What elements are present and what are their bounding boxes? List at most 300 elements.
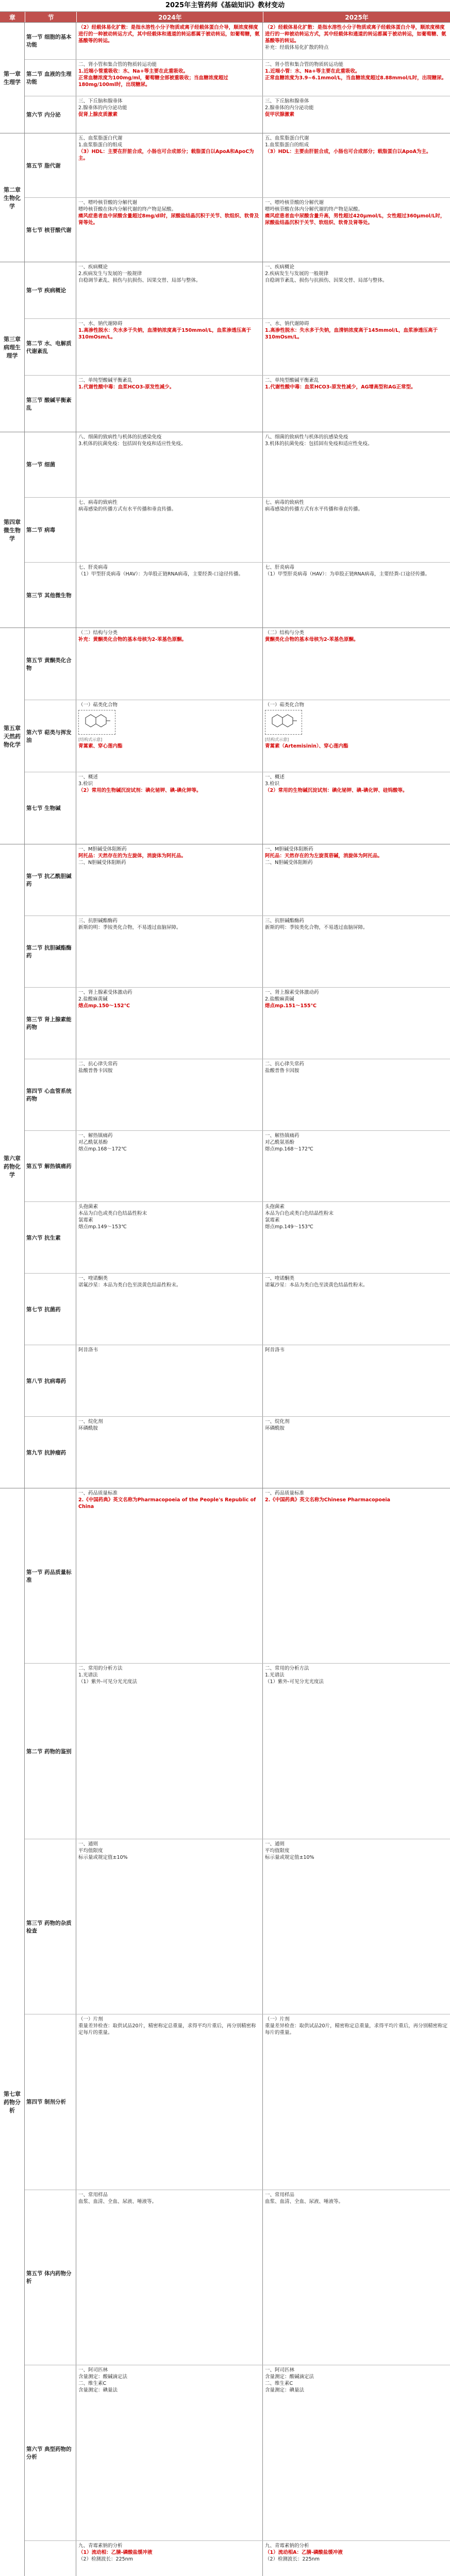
cell-line: 熔点mp.149～153℃	[265, 1224, 313, 1230]
cell-line: 九、青霉素钠的分析	[265, 2543, 309, 2549]
cell-2024	[76, 60, 263, 96]
cell-line: 七、肝炎病毒	[265, 565, 295, 571]
section-label: 第一节 细菌	[25, 432, 76, 497]
cell-line: 2.疾病发生与发展的一般规律	[78, 271, 142, 277]
section-row	[25, 1273, 450, 1345]
cell-line: 诺氟沙星：本品为类白色至淡黄色结晶性粉末。	[265, 1282, 368, 1289]
cell-line: 环磷酰胺	[265, 1426, 285, 1432]
section-label: 第四节 制剂分析	[25, 2014, 76, 2189]
chapter-row	[0, 628, 450, 844]
cell-2024	[76, 376, 263, 432]
cell-line: 二、维生素C	[78, 2381, 107, 2387]
cell-line: （3）HDL：主要在肝脏合成，小肠也可合成部分；载脂蛋白以ApoA和ApoC为主。	[78, 149, 254, 161]
section-row	[25, 2540, 450, 2576]
cell-line: 3.机体的抗菌免疫：包括固有免疫和适应性免疫。	[265, 441, 373, 447]
cell-line: 病毒感染的传播方式有水平传播和垂直传播。	[265, 506, 363, 512]
cell-line: 一、水、钠代谢障碍	[78, 321, 123, 327]
cell-line: （2）检测波长：225nm	[78, 2556, 133, 2562]
cell-line: 补充：经载体易化扩散的特点	[265, 45, 329, 50]
cell-line: 七、病毒的致病性	[265, 499, 305, 505]
cell-line: 2.腺垂体的内分泌功能	[265, 105, 314, 111]
cell-line: 二、肾小管和集合管的物质转运功能	[265, 61, 344, 67]
section-row	[25, 1488, 450, 1663]
cell-2025	[263, 1417, 450, 1488]
cell-line: 1.光谱法	[78, 1672, 98, 1679]
cell-line: 本品为白色或类白色结晶性粉末	[78, 1211, 147, 1217]
cell-line: 3.检识	[78, 781, 93, 787]
cell-line: 嘌呤核苷酸在体内分解代谢的终产物是尿酸。	[265, 207, 363, 212]
cell-line: 痛风症患者血中尿酸含量超过8mg/dl时，尿酸盐结晶沉积于关节、软组织、软骨及肾等处。	[78, 213, 259, 226]
cell-2025	[263, 1488, 450, 1663]
cell-line: 二、N胆碱受体阻断药	[265, 860, 313, 866]
chapter-sections	[25, 432, 450, 628]
cell-2024	[76, 628, 263, 700]
cell-line: （3）HDL：主要由肝脏合成，小肠也可合成部分；载脂蛋白以ApoA为主。	[265, 149, 431, 155]
cell-line: （2）常用的生物碱沉淀试剂：碘化铋钾、碘-碘化钾等。	[78, 788, 202, 793]
chapter-label: 第一章 生理学	[0, 23, 25, 133]
section-row	[25, 844, 450, 916]
cell-line: 血浆、血清、全血、尿液、唾液等。	[265, 2198, 344, 2205]
cell-line: 七、病毒的致病性	[78, 499, 118, 505]
section-row	[25, 772, 450, 844]
section-label: 第三节 酸碱平衡紊乱	[25, 376, 76, 432]
cell-line: 五、血浆脂蛋白代谢	[265, 135, 309, 141]
cell-2024	[76, 844, 263, 916]
cell-line: [结构式示意]	[78, 737, 103, 742]
chapter-label: 第三章 病理生理学	[0, 262, 25, 432]
cell-2025	[263, 2365, 450, 2540]
cell-line: （二）结构与分类	[78, 630, 118, 636]
cell-2024	[76, 1059, 263, 1130]
cell-2024	[76, 1839, 263, 2014]
table-body	[0, 22, 450, 2576]
chemical-structure-icon	[265, 710, 302, 735]
cell-2024	[76, 432, 263, 497]
cell-line: （1）甲型肝炎病毒（HAV）：为单股正链RNA病毒，主要经粪-口途径传播。	[265, 571, 430, 578]
cell-line: 平均值限度	[265, 1848, 290, 1854]
section-row	[25, 1663, 450, 1838]
cell-2024	[76, 1417, 263, 1488]
cell-line: 对乙酰氨基酚	[265, 1139, 295, 1145]
cell-line: 2.盐酸麻黄碱	[265, 996, 294, 1002]
cell-line: 阿昔洛韦	[265, 1347, 285, 1353]
section-row	[25, 375, 450, 432]
cell-2024	[76, 133, 263, 197]
cell-line: 一、嘌呤核苷酸的分解代谢	[265, 200, 324, 206]
cell-line: 含量测定：酸碱滴定法	[265, 2374, 314, 2380]
section-label: 第六节 内分泌	[25, 96, 76, 133]
cell-line: 二、抗心律失常药	[78, 1061, 118, 1067]
chapter-label: 第二章 生物化学	[0, 133, 25, 262]
section-label: 第二节 水、电解质代谢紊乱	[25, 319, 76, 375]
table-header	[0, 12, 450, 22]
cell-line: 青蒿素（Artemisinin）、穿心莲内酯	[265, 743, 348, 749]
cell-line: 熔点mp.150～152℃	[78, 1003, 130, 1009]
cell-line: 青蒿素、穿心莲内酯	[78, 743, 123, 749]
cell-2024	[76, 1274, 263, 1345]
cell-2025	[263, 133, 450, 197]
section-row	[25, 2014, 450, 2189]
section-label: 第一节 药品质量标准	[25, 1488, 76, 1663]
section-row	[25, 987, 450, 1059]
cell-line: 一、通则	[265, 1841, 285, 1847]
cell-line: 八、细菌的致病性与机体的抗感染免疫	[78, 434, 162, 440]
cell-line: 环磷酰胺	[78, 1426, 98, 1432]
chapter-row	[0, 1488, 450, 2576]
cell-2024	[76, 2365, 263, 2540]
chapter-label: 第七章 药物分析	[0, 1488, 25, 2576]
chapter-label: 第六章 药物化学	[0, 844, 25, 1488]
section-row	[25, 1201, 450, 1273]
section-label: 第三节 其他微生物	[25, 563, 76, 628]
cell-line: 一、解热镇痛药	[265, 1132, 299, 1139]
cell-line: （2）常用的生物碱沉淀试剂：碘化铋钾、碘-碘化钾、硅钨酸等。	[265, 788, 408, 793]
section-row	[25, 197, 450, 262]
cell-2025	[263, 376, 450, 432]
cell-line: 一、疾病概论	[265, 264, 295, 270]
cell-2024	[76, 198, 263, 262]
cell-line: 一、解热镇痛药	[78, 1132, 113, 1139]
section-row	[25, 432, 450, 497]
cell-line: 补充：黄酮类化合物的基本母核为2-苯基色原酮。	[78, 637, 187, 642]
cell-2024	[76, 1131, 263, 1202]
section-row	[25, 59, 450, 96]
cell-2025	[263, 498, 450, 563]
cell-line: （1）紫外-可见分光光度法	[265, 1679, 324, 1685]
cell-line: 新斯的明：季铵类化合物，不易透过血脑屏障。	[78, 924, 181, 930]
chapter-sections	[25, 133, 450, 262]
cell-line: 3.机体的抗菌免疫：包括固有免疫和适应性免疫。	[78, 441, 186, 447]
cell-line: 含量测定：碘量法	[78, 2387, 118, 2394]
cell-2024	[76, 2190, 263, 2365]
cell-2025	[263, 2014, 450, 2189]
cell-line: 一、喹诺酮类	[265, 1276, 295, 1282]
cell-line: 一、肾上腺素受体激动药	[78, 989, 132, 995]
cell-2025	[263, 1131, 450, 1202]
cell-line: 一、烷化剂	[78, 1419, 103, 1425]
section-label: 第二节 药物的鉴别	[25, 1664, 76, 1838]
cell-line: 二、单纯型酸碱平衡紊乱	[265, 378, 319, 383]
chemical-structure-icon	[78, 710, 115, 735]
header-chapter: 章	[0, 12, 25, 22]
section-label: 第七节 核苷酸代谢	[25, 198, 76, 262]
section-row	[25, 23, 450, 59]
cell-2024	[76, 2014, 263, 2189]
cell-line: 正常血糖浓度为100mg/ml，葡萄糖全部被重吸收；当血糖浓度超过180mg/100ml时，出现糖尿。	[78, 75, 228, 88]
cell-2024	[76, 1664, 263, 1838]
cell-2024	[76, 916, 263, 987]
section-row	[25, 497, 450, 563]
section-label: 第三节 肾上腺素能药物	[25, 988, 76, 1059]
cell-line: 嘌呤核苷酸在体内分解代谢的终产物是尿酸。	[78, 207, 177, 212]
cell-line: 1.近端小管重吸收：水、Na+等主要在此重吸收。	[78, 68, 189, 74]
cell-2025	[263, 1839, 450, 2014]
cell-line: （1）流动相A：乙腈-磷酸盐缓冲液	[265, 2549, 343, 2555]
cell-line: 正常血糖浓度为3.9~6.1mmol/L，当血糖浓度超过8.88mmol/L时，出现糖尿。	[265, 75, 447, 81]
cell-line: 1.代谢性酸中毒：血浆HCO3-原发性减少。	[78, 384, 175, 390]
chapter-sections	[25, 844, 450, 1488]
chapter-sections	[25, 262, 450, 432]
cell-line: 1.光谱法	[265, 1672, 285, 1679]
section-label: 第六节 典型药物的分析	[25, 2365, 76, 2540]
cell-2024	[76, 772, 263, 844]
cell-line: 盐酸普鲁卡因胺	[265, 1067, 299, 1074]
cell-line: 熔点mp.168～172℃	[265, 1146, 313, 1152]
section-row	[25, 1345, 450, 1416]
cell-line: 标示量或规定值±10%	[265, 1854, 314, 1860]
chapter-sections	[25, 1488, 450, 2576]
section-label	[25, 2541, 76, 2576]
cell-line: 1.代谢性酸中毒：血浆HCO3-原发性减少，AG增高型和AG正常型。	[265, 384, 416, 390]
cell-line: 八、细菌的致病性与机体的抗感染免疫	[265, 434, 348, 440]
cell-line: 一、药品质量标准	[78, 1490, 118, 1496]
cell-line: 氯霉素	[265, 1217, 280, 1224]
cell-line: 二、N胆碱受体阻断药	[78, 860, 126, 866]
cell-line: （2）经载体易化扩散：是指水溶性小分子物质或离子经载体蛋白介导，顺浓度梯度进行的一种被动转运方式，其中经载体和通道的转运都属于被动转运，如葡萄糖，氨基酸等的转运。	[78, 25, 260, 44]
section-label: 第五节 黄酮类化合物	[25, 628, 76, 700]
chapter-sections	[25, 23, 450, 133]
chapter-label: 第五章 天然药物化学	[0, 628, 25, 844]
cell-2025	[263, 262, 450, 318]
cell-2024	[76, 1202, 263, 1273]
section-row	[25, 1059, 450, 1130]
cell-2024	[76, 319, 263, 375]
cell-line: （2）检测波长：225nm	[265, 2556, 320, 2562]
cell-line: 九、青霉素钠的分析	[78, 2543, 123, 2549]
cell-2025	[263, 563, 450, 628]
cell-2024	[76, 262, 263, 318]
cell-2025	[263, 1664, 450, 1838]
cell-2025	[263, 772, 450, 844]
cell-2025	[263, 198, 450, 262]
cell-line: 熔点mp.151～155℃	[265, 1003, 316, 1009]
cell-2025	[263, 60, 450, 96]
section-label: 第二节 血液的生理功能	[25, 60, 76, 96]
cell-2025	[263, 2541, 450, 2576]
section-label: 第三节 药物的杂质检查	[25, 1839, 76, 2014]
cell-line: 一、喹诺酮类	[78, 1276, 108, 1282]
section-label: 第一节 疾病概论	[25, 262, 76, 318]
cell-line: 二、抗心律失常药	[265, 1061, 305, 1067]
cell-line: 2.疾病发生与发展的一般规律	[265, 271, 329, 277]
header-section: 节	[25, 12, 77, 22]
cell-line: 一、概述	[265, 774, 285, 780]
cell-line: 一、烷化剂	[265, 1419, 290, 1425]
cell-line: 2.腺垂体的内分泌功能	[78, 105, 127, 111]
cell-line: 五、血浆脂蛋白代谢	[78, 135, 123, 141]
section-row	[25, 96, 450, 133]
section-row	[25, 1416, 450, 1488]
cell-2025	[263, 844, 450, 916]
section-label: 第六节 萜类与挥发油	[25, 700, 76, 772]
cell-2025	[263, 2190, 450, 2365]
cell-line: 三、抗胆碱酯酶药	[78, 918, 118, 924]
cell-2024	[76, 498, 263, 563]
section-label: 第一节 细胞的基本功能	[25, 23, 76, 59]
cell-line: 重量差异检查：取供试品20片，精密称定总重量，求得平均片重后，再分别精密称定每片的重量。	[78, 2023, 256, 2036]
cell-line: 氯霉素	[78, 1217, 93, 1224]
cell-line: 促甲状腺激素	[265, 112, 295, 118]
section-row	[25, 916, 450, 987]
section-label: 第五节 脂代谢	[25, 133, 76, 197]
cell-line: 黄酮类化合物的基本母核为2-苯基色原酮。	[265, 637, 359, 642]
cell-line: 阿托品：天然存在的为左旋体，消旋体为阿托品。	[78, 853, 187, 859]
cell-2024	[76, 96, 263, 133]
cell-line: （1）紫外-可见分光光度法	[78, 1679, 137, 1685]
section-label: 第八节 抗病毒药	[25, 1345, 76, 1416]
cell-line: 熔点mp.168～172℃	[78, 1146, 127, 1152]
section-label: 第六节 抗生素	[25, 1202, 76, 1273]
cell-line: 二、常用的分析方法	[78, 1666, 123, 1672]
cell-line: 血浆、血清、全血、尿液、唾液等。	[78, 2198, 157, 2205]
cell-2024	[76, 2541, 263, 2576]
cell-line: 2.《中国药典》英文名称为Chinese Pharmacopoeia	[265, 1497, 391, 1503]
cell-line: 头孢菌素	[265, 1204, 285, 1210]
cell-2025	[263, 1345, 450, 1416]
cell-line: （一）萜类化合物	[78, 702, 118, 708]
cell-line: 1.血浆脂蛋白的组成	[78, 142, 123, 148]
section-row	[25, 1839, 450, 2014]
section-row	[25, 700, 450, 772]
section-row	[25, 628, 450, 700]
cell-line: 一、通则	[78, 1841, 98, 1847]
cell-line: 一、药品质量标准	[265, 1490, 305, 1496]
cell-line: 阿托品：天然存在的为左旋莨菪碱，消旋体为阿托品。	[265, 853, 383, 859]
cell-2025	[263, 319, 450, 375]
cell-2025	[263, 916, 450, 987]
cell-2025	[263, 700, 450, 772]
section-row	[25, 1130, 450, 1202]
cell-line: 二、维生素C	[265, 2381, 293, 2387]
header-2025: 2025年	[345, 13, 369, 21]
cell-line: 一、肾上腺素受体激动药	[265, 989, 319, 995]
cell-2024	[76, 23, 263, 59]
cell-line: 头孢菌素	[78, 1204, 98, 1210]
chapter-sections	[25, 628, 450, 844]
cell-line: 含量测定：酸碱滴定法	[78, 2374, 128, 2380]
section-row	[25, 262, 450, 318]
cell-2024	[76, 988, 263, 1059]
cell-2025	[263, 1274, 450, 1345]
cell-line: 二、肾小管和集合管的物质转运功能	[78, 61, 157, 67]
section-row	[25, 133, 450, 197]
cell-line: （2）经载体易化扩散：是指水溶性小分子物质或离子经载体蛋白介导，顺浓度梯度进行的一种被动转运方式，其中经载体和通道的转运都属于被动转运，如葡萄糖、氨基酸等的转运。	[265, 25, 446, 44]
section-label: 第二节 病毒	[25, 498, 76, 563]
section-label: 第九节 抗肿瘤药	[25, 1417, 76, 1488]
cell-line: 1.高渗性脱水：失水多于失钠，血清钠浓度高于145mmol/L，血浆渗透压高于310mOsm/L。	[265, 328, 438, 340]
section-label: 第五节 体内药物分析	[25, 2190, 76, 2365]
cell-line: 自稳调节紊乱、损伤与抗损伤、因果交替、局部与整体。	[78, 278, 201, 283]
chapter-row	[0, 432, 450, 628]
cell-line: 自稳调节紊乱、损伤与抗损伤、因果交替、局部与整体。	[265, 278, 388, 283]
cell-line: 1.近端小管：水、Na+等主要在此重吸收。	[265, 68, 360, 74]
cell-line: 病毒感染的传播方式有水平传播和垂直传播。	[78, 506, 177, 512]
cell-line: 熔点mp.149～153℃	[78, 1224, 127, 1230]
cell-line: 含量测定：碘量法	[265, 2387, 305, 2394]
cell-line: 新斯的明：季铵类化合物，不易透过血脑屏障。	[265, 924, 368, 930]
cell-line: （一）萜类化合物	[265, 702, 305, 708]
cell-line: 一、阿司匹林	[78, 2367, 108, 2374]
section-row	[25, 318, 450, 375]
header-2024: 2024年	[77, 12, 263, 22]
cell-line: （1）甲型肝炎病毒（HAV）：为单股正链RNA病毒，主要经粪-口途径传播。	[78, 571, 243, 578]
cell-line: 2.盐酸麻黄碱	[78, 996, 108, 1002]
chapter-row	[0, 22, 450, 133]
cell-line: 一、常用样品	[265, 2192, 295, 2198]
cell-line: 二、常用的分析方法	[265, 1666, 309, 1672]
cell-line: 盐酸普鲁卡因胺	[78, 1067, 113, 1074]
cell-line: 七、肝炎病毒	[78, 565, 108, 571]
section-label: 第七节 生物碱	[25, 772, 76, 844]
cell-line: [结构式示意]	[265, 737, 289, 742]
cell-line: 1.血浆脂蛋白的组成	[265, 142, 309, 148]
cell-2024	[76, 563, 263, 628]
cell-line: 一、M胆碱受体阻断药	[265, 846, 313, 852]
cell-line: 2.《中国药典》英文名称为Pharmacopoeia of the People's Republic of China	[78, 1497, 256, 1510]
cell-line: 二、单纯型酸碱平衡紊乱	[78, 378, 132, 383]
cell-line: 促肾上腺皮质激素	[78, 112, 118, 118]
cell-line: 对乙酰氨基酚	[78, 1139, 108, 1145]
cell-line: 一、嘌呤核苷酸的分解代谢	[78, 200, 138, 206]
cell-line: （1）流动相：乙腈-磷酸盐缓冲液	[78, 2549, 153, 2555]
section-row	[25, 562, 450, 628]
section-label: 第四节 心血管系统药物	[25, 1059, 76, 1130]
cell-2024	[76, 1345, 263, 1416]
section-label: 第五节 解热镇痛药	[25, 1131, 76, 1202]
cell-line: 一、疾病概论	[78, 264, 108, 270]
cell-line: 三、下丘脑和腺垂体	[265, 98, 309, 105]
chapter-label: 第四章 微生物学	[0, 432, 25, 628]
cell-line: 诺氟沙星：本品为类白色至淡黄色结晶性粉末。	[78, 1282, 181, 1289]
cell-line: 痛风症患者血中尿酸含量升高，男性超过420μmol/L，女性超过360μmol/L时，尿酸盐结晶沉积于关节、软组织、软骨及肾等处。	[265, 213, 445, 226]
cell-line: 阿昔洛韦	[78, 1347, 98, 1353]
cell-line: 3.检识	[265, 781, 280, 787]
section-label: 第二节 抗胆碱酯酶药	[25, 916, 76, 987]
cell-line: 一、阿司匹林	[265, 2367, 295, 2374]
section-row	[25, 2365, 450, 2540]
cell-line: 一、水、钠代谢障碍	[265, 321, 309, 327]
cell-line: 1.高渗性脱水：失水多于失钠，血清钠浓度高于150mmol/L，血浆渗透压高于310mOsm/L。	[78, 328, 252, 340]
cell-line: 三、抗胆碱酯酶药	[265, 918, 305, 924]
cell-line: 一、概述	[78, 774, 98, 780]
cell-line: 一、M胆碱受体阻断药	[78, 846, 127, 852]
chapter-row	[0, 133, 450, 262]
cell-line: 平均值限度	[78, 1848, 103, 1854]
cell-2024	[76, 1488, 263, 1663]
cell-2025	[263, 1059, 450, 1130]
document-title: 2025年主管药师《基础知识》教材变动	[0, 0, 450, 12]
cell-2025	[263, 23, 450, 59]
cell-line: 重量差异检查：取供试品20片，精密称定总重量，求得平均片重后，再分别精密称定每片的重量。	[265, 2023, 448, 2036]
section-label: 第七节 抗菌药	[25, 1274, 76, 1345]
cell-2025	[263, 432, 450, 497]
cell-line: 本品为白色或类白色结晶性粉末	[265, 1211, 334, 1217]
cell-2024	[76, 700, 263, 772]
chapter-row	[0, 844, 450, 1488]
cell-line: （一）片剂	[78, 2016, 103, 2023]
cell-line: （二）结构与分类	[265, 630, 305, 636]
cell-line: 标示量或规定值±10%	[78, 1854, 128, 1860]
cell-2025	[263, 1202, 450, 1273]
chapter-row	[0, 262, 450, 432]
section-row	[25, 2190, 450, 2365]
cell-line: 一、常用样品	[78, 2192, 108, 2198]
section-label: 第一节 抗乙酰胆碱药	[25, 844, 76, 916]
cell-line: 三、下丘脑和腺垂体	[78, 98, 123, 105]
cell-line: （一）片剂	[265, 2016, 290, 2023]
cell-2025	[263, 988, 450, 1059]
cell-2025	[263, 628, 450, 700]
